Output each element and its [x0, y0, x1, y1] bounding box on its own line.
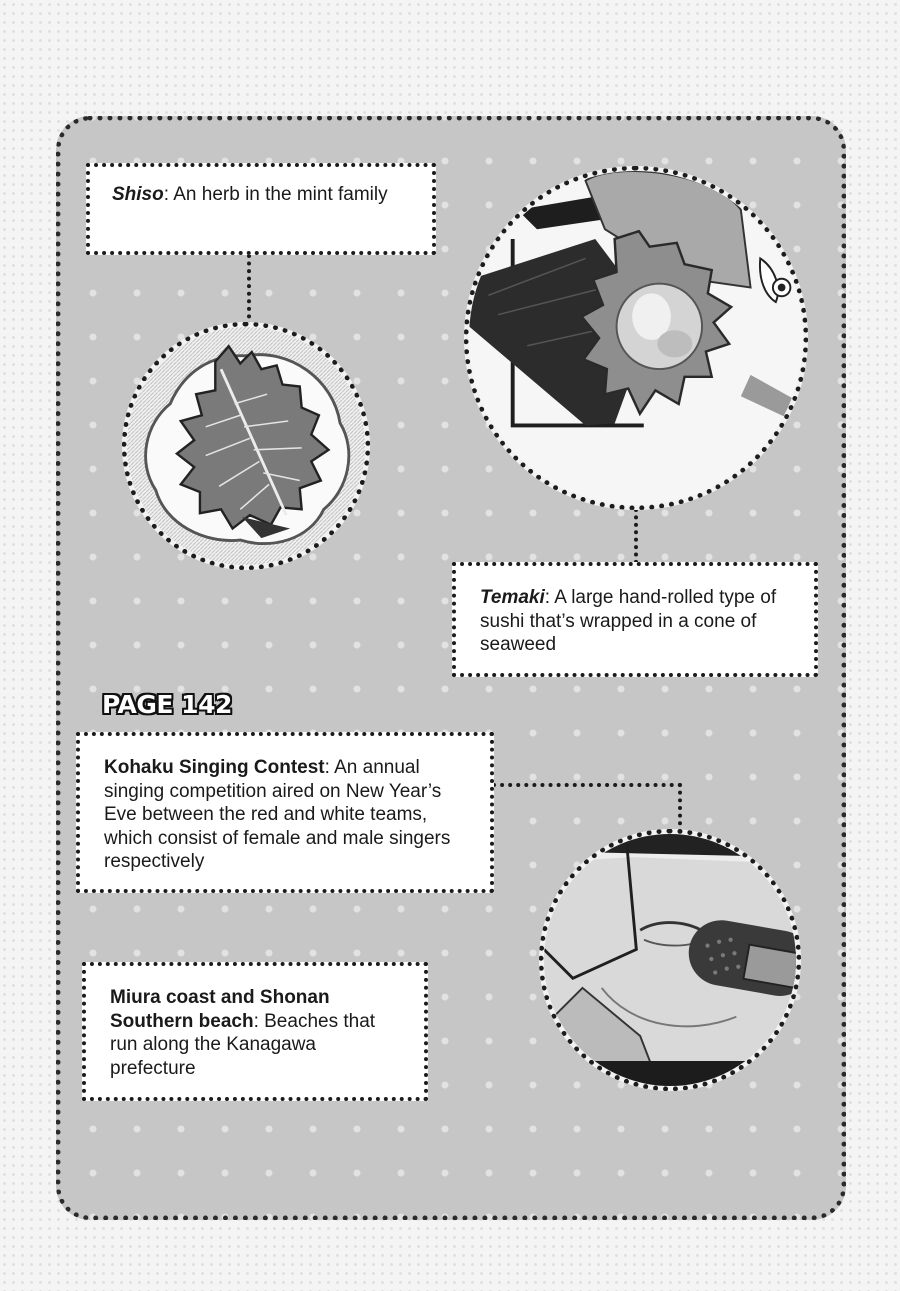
- note-miura-term: Miura coast and Shonan Southern beach: [110, 987, 330, 1032]
- note-shiso-term: Shiso: [112, 184, 164, 205]
- singer-microphone-icon: [544, 834, 796, 1086]
- singer-illustration: [539, 829, 801, 1091]
- note-kohaku-definition: : An annual singing competition aired on New Year’s Eve between the red and white teams, which consist of female and male singers respectively: [104, 757, 451, 872]
- note-kohaku: [76, 732, 494, 893]
- note-miura: [82, 962, 428, 1101]
- shiso-connector: [247, 254, 251, 326]
- note-temaki: [452, 562, 818, 677]
- note-miura-definition: : Beaches that run along the Kanagawa prefecture: [110, 1010, 376, 1079]
- temaki-connector: [634, 508, 638, 564]
- kohaku-connector-h: [492, 783, 682, 787]
- kohaku-connector-v: [678, 783, 682, 833]
- note-temaki-definition: : A large hand-rolled type of sushi that’s wrapped in a cone of seaweed: [480, 587, 777, 655]
- note-shiso: [86, 163, 436, 255]
- shiso-illustration: [122, 322, 370, 570]
- note-shiso-definition: : An herb in the mint family: [163, 184, 388, 205]
- note-temaki-term: Temaki: [480, 587, 545, 608]
- temaki-illustration: [464, 166, 808, 510]
- shiso-leaf-icon: [127, 327, 365, 565]
- note-kohaku-term: Kohaku Singing Contest: [104, 757, 325, 778]
- page-heading: PAGE 142: [102, 690, 232, 719]
- temaki-icon: [469, 171, 803, 505]
